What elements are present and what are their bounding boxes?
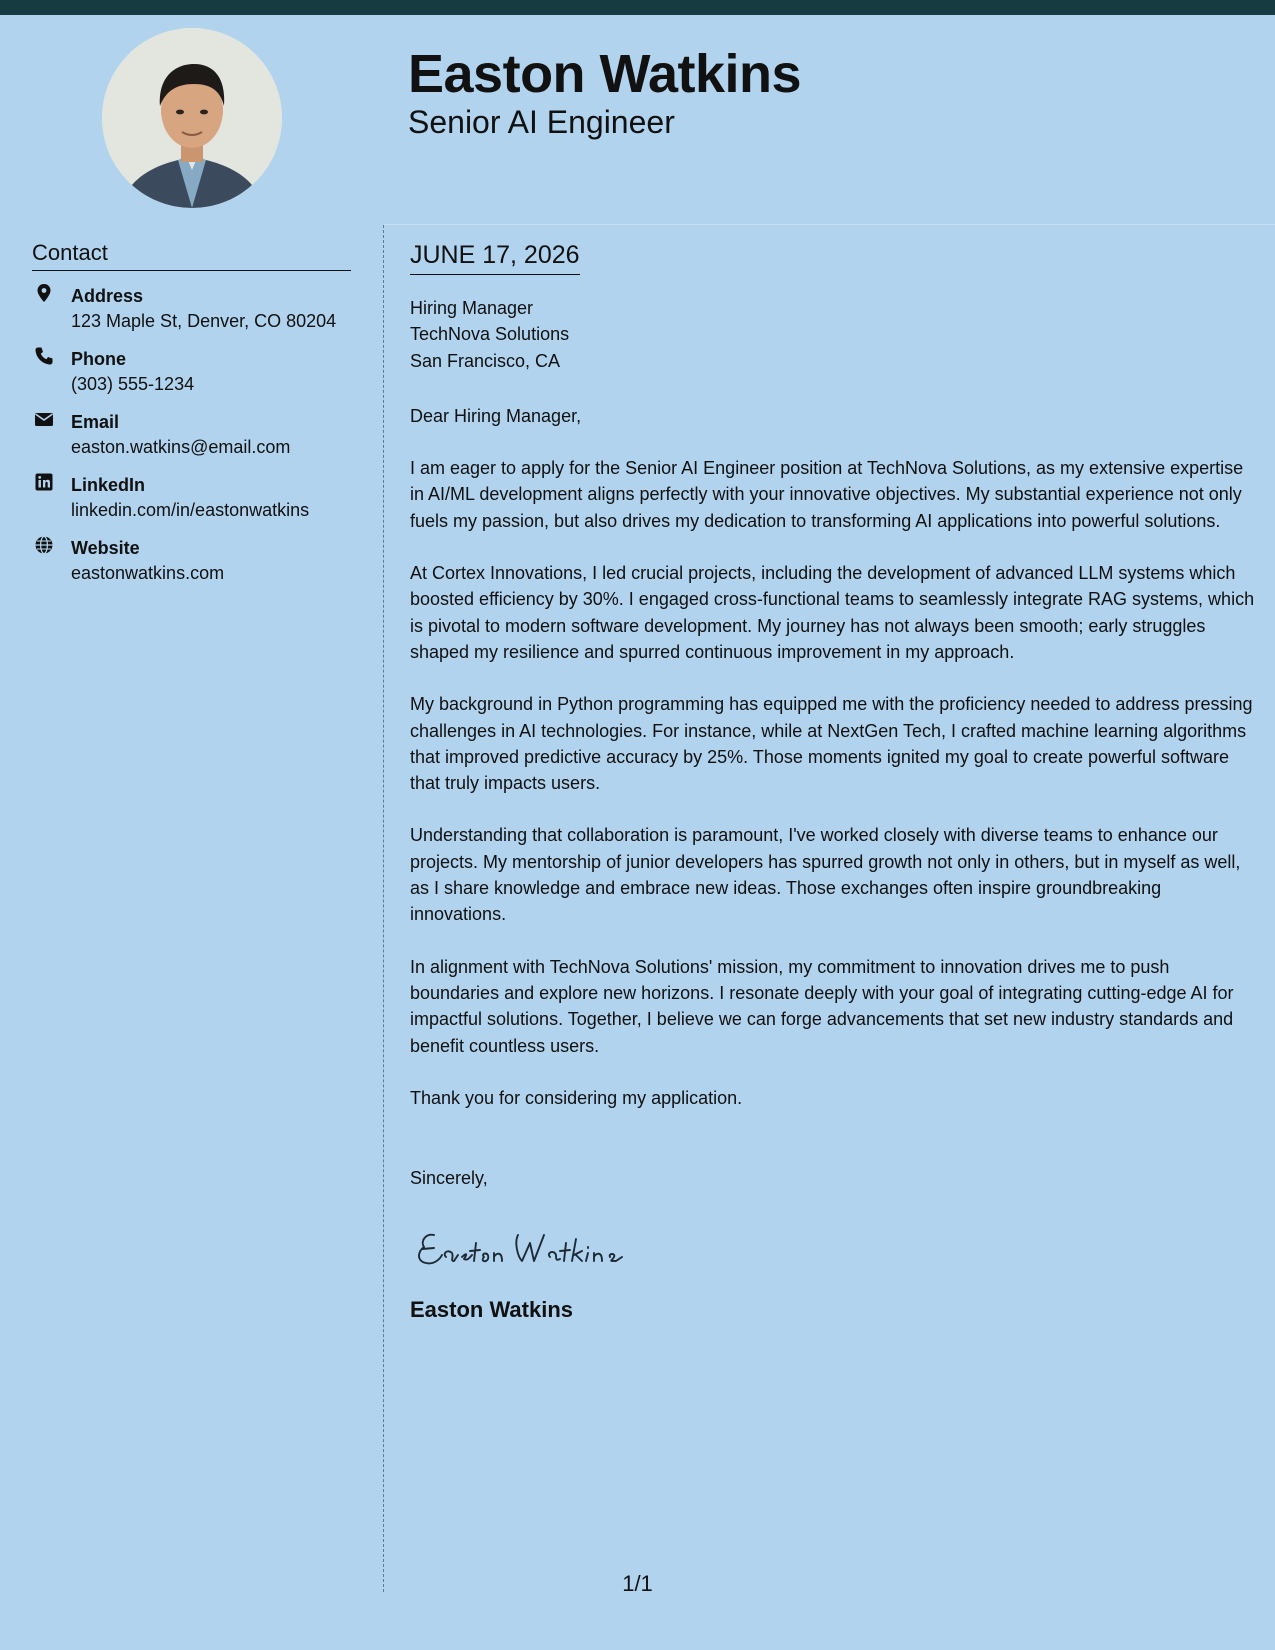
profile-photo [102, 28, 282, 208]
contact-value: 123 Maple St, Denver, CO 80204 [71, 311, 337, 331]
top-accent-bar [0, 0, 1275, 15]
body-paragraph: In alignment with TechNova Solutions' mission, my commitment to innovation drives me to push boundaries and explore new horizons. I resonate deeply with your goal of integrating cutting-edge AI for impactful solutions. Together, I believe we can forge advancements that set new industry standards and benefit countless users. [410, 956, 1234, 1056]
letter-body [410, 240, 1255, 1325]
body-paragraph: Thank you for considering my application. [410, 1087, 743, 1108]
recipient-line: Hiring Manager [410, 298, 534, 318]
contact-section-title: Contact [32, 238, 351, 271]
recipient-block [410, 295, 1255, 374]
contact-value: eastonwatkins.com [71, 563, 225, 583]
recipient-line: San Francisco, CA [410, 350, 561, 371]
contact-sidebar [32, 238, 351, 598]
contact-phone [32, 346, 351, 409]
header-divider [384, 224, 1275, 225]
contact-label: Email [71, 412, 120, 432]
contact-label: LinkedIn [71, 475, 146, 495]
page-number: 1/1 [622, 1571, 653, 1596]
contact-label: Website [71, 538, 140, 558]
map-pin-icon [34, 283, 54, 303]
body-paragraph: My background in Python programming has equipped me with the proficiency needed to address pressing challenges in AI technologies. For instance, while at NextGen Tech, I crafted machine learning algorithms that improved predictive accuracy by 25%. Those moments ignited my goal to create powerful software that truly impacts users. [410, 694, 1253, 794]
salutation: Dear Hiring Manager, [410, 405, 582, 426]
contact-label: Address [71, 286, 144, 306]
phone-icon [34, 346, 54, 366]
globe-icon [34, 535, 54, 555]
contact-email [32, 409, 351, 472]
signature [410, 1213, 1255, 1275]
contact-value: (303) 555-1234 [71, 374, 195, 394]
contact-linkedin [32, 472, 351, 535]
recipient-line: TechNova Solutions [410, 324, 570, 345]
envelope-icon [34, 409, 54, 429]
job-title: Senior AI Engineer [408, 104, 675, 140]
handwritten-signature [410, 1213, 670, 1275]
linkedin-icon [34, 472, 54, 492]
contact-list [32, 283, 351, 598]
contact-address [32, 283, 351, 346]
avatar [102, 28, 282, 208]
letter-date: JUNE 17, 2026 [410, 241, 580, 269]
contact-value: easton.watkins@email.com [71, 437, 291, 457]
contact-value: linkedin.com/in/eastonwatkins [71, 500, 310, 520]
body-paragraph: I am eager to apply for the Senior AI Engineer position at TechNova Solutions, as my extensive expertise in AI/ML development aligns perfectly with your innovative objectives. My substantial experience not only fuels my passion, but also drives my dedication to transforming AI applications into powerful solutions. [410, 458, 1244, 531]
column-divider [383, 225, 384, 1592]
applicant-name: Easton Watkins [408, 44, 802, 104]
body-paragraph: At Cortex Innovations, I led crucial projects, including the development of advanced LLM systems which boosted efficiency by 30%. I engaged cross-functional teams to seamlessly integrate RAG systems, which is pivotal to modern software development. My journey has not always been smooth; early struggles shaped my resilience and spurred continuous improvement in my approach. [410, 563, 1255, 662]
contact-website [32, 535, 351, 598]
contact-label: Phone [71, 349, 127, 369]
closing: Sincerely, [410, 1168, 488, 1189]
body-paragraph: Understanding that collaboration is paramount, I've worked closely with diverse teams to enhance our projects. My mentorship of junior developers has spurred growth not only in others, but in myself as well, as I share knowledge and embrace new ideas. Those exchanges often inspire groundbreaking innovations. [410, 825, 1241, 925]
signer-name: Easton Watkins [410, 1297, 573, 1323]
date-block [410, 240, 580, 275]
